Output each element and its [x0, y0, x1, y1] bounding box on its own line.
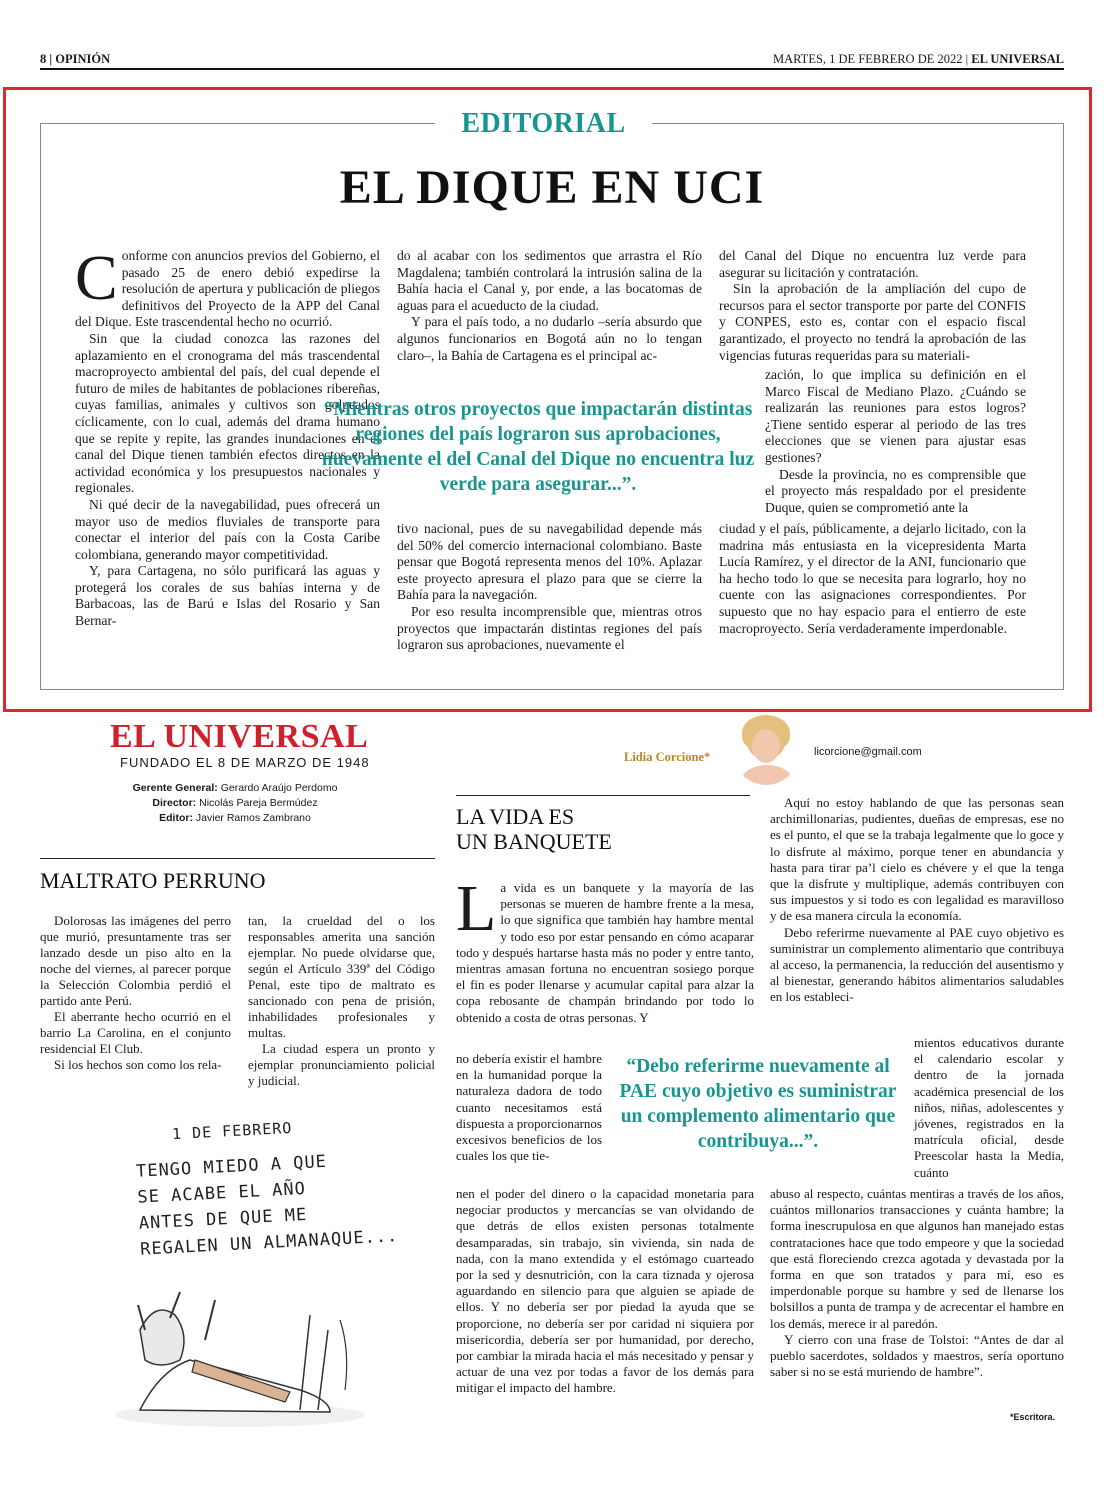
cartoon-caption: TENGO MIEDO A QUE SE ACABE EL AÑO ANTES DE QUE ME REGALEN UN ALMANAQUE...: [135, 1151, 399, 1260]
column-col-1-bottom: [456, 1186, 754, 1397]
paragraph: La ciudad espera un pronto y ejemplar pronunciamiento policial y judicial.: [248, 1041, 435, 1088]
paragraph: Y para el país todo, a no dudarlo –sería absurdo que algunos funcionarios en Bogotá aún no lo tengan claro–, la Bahía de Cartagena es el principal ac-: [397, 314, 702, 363]
staff-editor: Editor: Javier Ramos Zambrano: [159, 812, 311, 824]
founded-line: FUNDADO EL 8 DE MARZO DE 1948: [120, 755, 370, 770]
column-pullquote: “Debo referirme nuevamente al PAE cuyo objetivo es suministrar un complemento alimentario que contribuya...”.: [619, 1056, 897, 1152]
paragraph: Si los hechos son como los rela-: [54, 1057, 222, 1072]
editorial-kicker: EDITORIAL: [461, 108, 626, 139]
paragraph: Ni qué decir de la navegabilidad, pues ofrecerá un mayor uso de medios fluviales de transporte para conectar el interior del país con la Costa Caribe colombiana, generando mayor competitividad.: [75, 496, 380, 562]
paragraph: do al acabar con los sedimentos que arrastra el Río Magdalena; también controlará la intrusión salina de la Bahía hacia el Canal y, por ende, a las bocatomas de aguas para el acueducto de la ciudad.: [397, 248, 702, 313]
maltrato-title: MALTRATO PERRUNO: [40, 868, 266, 893]
paragraph: ciudad y el país, públicamente, a dejarlo licitado, con la madrina más entusiasta en la vicepresidenta Marta Lucía Ramírez, y el director de la ANI, funcionario que ha hecho todo lo que se necesita para lograrlo, hoy no cuente con las asignaciones correspondientes. Por supuesto que no hay espacio para el entierro de este macroproyecto. Sería verdaderamente imperdonable.: [719, 521, 1026, 636]
column-col-1-top: [456, 872, 754, 1026]
paragraph: del Canal del Dique no encuentra luz verde para asegurar su licitación y contratación.: [719, 248, 1026, 280]
newspaper-logo: EL UNIVERSAL: [110, 718, 369, 755]
paragraph: a vida es un banquete y la mayoría de las personas se mueren de hambre frente a la mesa, lo que significa que también hay hambre mental y todo eso por estar pensando en cómo acaparar todo y después hartarse hasta más no poder y entre tanto, mientras amasan fortuna no encuentran sosiego porque el fin es poder llenarse y acumular capital para alzar la copa rebosante de champán brindando por todo lo obtenido a costa de otras personas. Y: [456, 880, 754, 1025]
editorial-column-3-mid: [765, 367, 1026, 516]
column-title: LA VIDA ES UN BANQUETE: [456, 804, 612, 854]
paragraph: tivo nacional, pues de su navegabilidad depende más del 50% del comercio internacional colombiano. Baste pensar que Bogotá representa menos del 10%. Aplazar este proyecto apresura el plazo para que se cierre la Bahía para la navegación.: [397, 521, 702, 603]
paragraph: Y, para Cartagena, no sólo purificará las aguas y protegerá los corales de sus bahías interna y de Barbacoas, las de Barú e Islas del Rosario y San Bernar-: [75, 563, 380, 629]
editorial-column-3-bottom: [719, 521, 1026, 637]
editorial-title: EL DIQUE EN UCI: [339, 161, 765, 214]
maltrato-column-1: [40, 913, 231, 1073]
paragraph: Sin la aprobación de la ampliación del cupo de recursos para el sector transporte por parte del CONFIS y CONPES, esto es, contar con el espacio fiscal garantizado, el proyecto no tendrá la aprobación de las vigencias futuras requeridas para su materiali-: [719, 281, 1026, 363]
cartoon-date: 1 DE FEBRERO: [171, 1118, 293, 1144]
editorial-column-3-top: [719, 248, 1026, 364]
section-rule: [40, 858, 435, 859]
cartoon-drawing: [100, 1260, 380, 1430]
drop-cap: C: [75, 242, 118, 313]
paragraph: onforme con anuncios previos del Gobierno, el pasado 25 de enero debió expedirse la resolución de apertura y publicación de pliegos definitivos del Proyecto de la APP del Canal del Dique. Este trascendental hecho no ocurrió.: [75, 248, 380, 330]
author-email: licorcione@gmail.com: [814, 746, 922, 758]
column-col-2-narrow: [914, 1035, 1064, 1181]
paragraph: Y cierro con una frase de Tolstoi: “Antes de dar al pueblo sacerdotes, soldados y maestros, sería oportuno saber si no se está muriendo de hambre”.: [770, 1331, 1064, 1380]
paragraph: Por eso resulta incomprensible que, mientras otros proyectos que impactarán distintas regiones del país lograron sus aprobaciones, nuevamente el: [397, 603, 702, 653]
maltrato-column-2: [248, 913, 435, 1089]
column-col-2-top: [770, 795, 1064, 1006]
column-footnote: *Escritora.: [1010, 1412, 1056, 1422]
paragraph: nen el poder del dinero o la capacidad monetaria para negociar productos y mercancías se van olvidando de que detrás de ellos existen personas totalmente desamparadas, sin trabajo, sin vivienda, sin nada de nada, con la mano extendida y el estómago cuarteado por la sed y desnutrición, con la cara tiznada y ojerosa aguardando en silencio para que alguien se apiade de ellos. Y no debería ser por piedad la ayuda que se proporcione, no debería ser por caridad ni siquiera por misericordia, debería ser por humanidad, por derecho, por cambiar la mirada hacia el más necesitado y pensar y actuar de una vez por todas a favor de los demás para mitigar el impacto del hambre.: [456, 1186, 754, 1396]
editorial-column-2-top: [397, 248, 702, 364]
cartoon: [40, 1110, 435, 1430]
page-date: MARTES, 1 DE FEBRERO DE 2022 | EL UNIVERSAL: [772, 52, 1064, 66]
column-author: Lidia Corcione*: [624, 750, 711, 764]
editorial-pullquote: “Mientras otros proyectos que impactarán distintas regiones del país lograron sus aprobaciones, nuevamente el del Canal del Dique no encuentra luz verde para asegurar...”.: [321, 399, 755, 495]
paragraph: abuso al respecto, cuántas mentiras a través de los años, cuántos millonarios transacciones y cuánta hambre; la forma inescrupulosa en que algunos han manejado estas contrataciones hace que todo empeore y que la sociedad que está floreciendo crezca agotada y devastada por la forma en que son tratados y para mí, eso es imperdonable porque su hambre y sed de llenarse los bolsillos a punta de trampa y de acrecentar el hambre en los demás, merece ir al paredón.: [770, 1186, 1064, 1331]
paragraph: mientos educativos durante el calendario escolar y dentro de la jornada académica presencial de los niños, niñas, adolescentes y jóvenes, registrados en la matrícula oficial, desde Preescolar hasta la Media, cuánto: [914, 1035, 1064, 1180]
staff-general-manager: Gerente General: Gerardo Araújo Perdomo: [132, 782, 338, 794]
drop-cap: L: [456, 872, 497, 945]
staff-list: [100, 781, 370, 826]
paragraph: Dolorosas las imágenes del perro que murió, presuntamente tras ser lanzado desde un piso alto en la noche del viernes, al parecer porque la Selección Colombia perdió el partido ante Perú.: [40, 913, 231, 1008]
section-rule: [456, 795, 750, 796]
paragraph: El aberrante hecho ocurrió en el barrio La Carolina, en el conjunto residencial El Club.: [40, 1009, 231, 1056]
paragraph: tan, la crueldad del o los responsables amerita una sanción ejemplar. No puede olvidarse que, según el Artículo 339ª del Código Penal, este tipo de maltrato es sancionado con pena de prisión, inhabilidades profesionales y multas.: [248, 913, 435, 1040]
paragraph: zación, lo que implica su definición en el Marco Fiscal de Mediano Plazo. ¿Cuándo se realizarán las reuniones para estos logros? ¿Tiene sentido esperar al periodo de las tres elecciones que se vienen para ajustar esas gestiones?: [765, 367, 1026, 465]
paragraph: Debo referirme nuevamente al PAE cuyo objetivo es suministrar un complemento alimentario que contribuya al acceso, la permanencia, la reducción del ausentismo y al bienestar, generando hábitos alimentarios saludables en los estableci-: [770, 924, 1064, 1005]
column-col-2-bottom: [770, 1186, 1064, 1380]
editorial-top-rule: [40, 123, 435, 124]
paragraph: no debería existir el hambre en la humanidad porque la naturaleza dadora de todo cuanto necesitamos está dispuesta a proporcionarnos excesivos beneficios de los cuales los que tie-: [456, 1051, 602, 1164]
section-label: 8 | OPINIÓN: [40, 52, 111, 66]
staff-director: Director: Nicolás Pareja Bermúdez: [152, 797, 318, 809]
page-header: [40, 50, 1064, 70]
paragraph: Desde la provincia, no es comprensible que el proyecto más respaldado por el presidente Duque, quien se comprometió ante la: [765, 466, 1026, 515]
paragraph: Sin que la ciudad conozca las razones del aplazamiento en el cronograma del más trascendental macroproyecto ambiental del país, del cual depende el futuro de miles de habitantes de poblaciones ribereñas, cuyas familias, animales y cultivos son golpeados cíclicamente, con lo cual, además del drama humano que se repite y repite, las grandes inundaciones en el canal del Dique tienen también efectos directos en la actividad económica y los presupuestos nacionales y regionales.: [75, 330, 380, 496]
paragraph: Aquí no estoy hablando de que las personas sean archimillonarias, pudientes, dueñas de empresas, ese no es el punto, el que se la trabaja legalmente que lo goce y lo disfrute al máximo, porque tener en abundancia y hasta para tirar pa’l cielo es chévere y el que la tenga que la disfrute y multiplique, además contribuyen con sus impuestos y si todo es con legalidad es maravilloso y de esa manera circula la economía.: [770, 795, 1064, 924]
editorial-top-rule: [652, 123, 1064, 124]
author-photo: [732, 713, 800, 785]
column-col-1-narrow: [456, 1051, 602, 1164]
editorial-column-2-bottom: [397, 521, 702, 654]
